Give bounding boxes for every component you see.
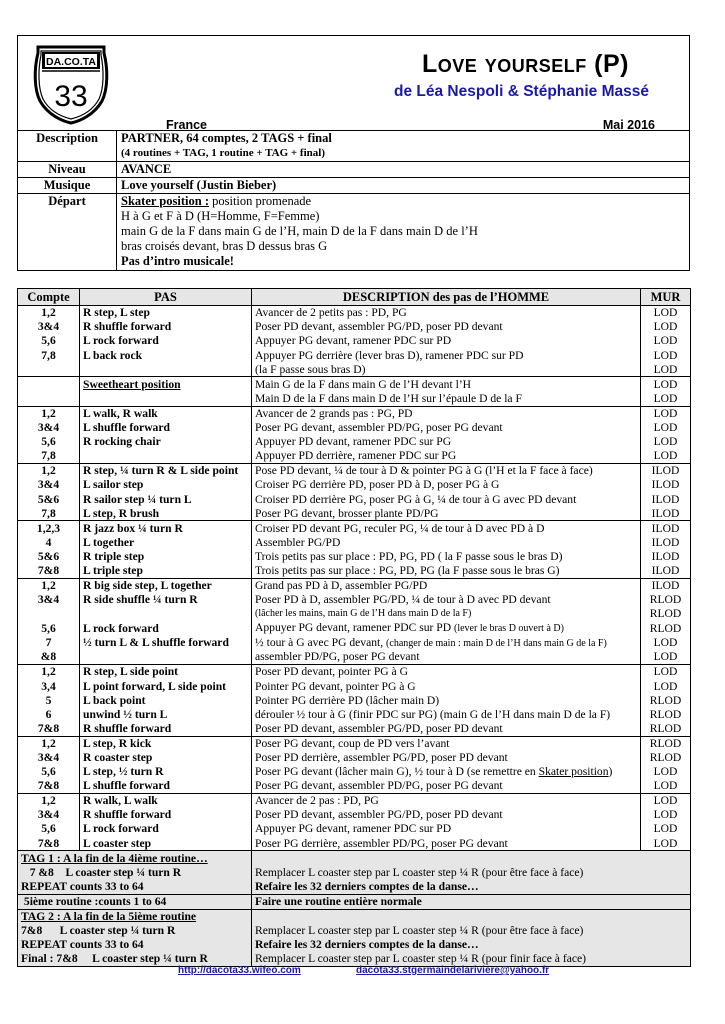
depart-term: Skater position : [121, 194, 209, 208]
step-name: R shuffle forward [80, 320, 252, 334]
step-count: 3&4 [18, 593, 80, 607]
step-description-note: (changer de main : main D de l’H dans main G de la F) [386, 637, 607, 649]
step-wall: LOD [641, 306, 691, 321]
step-name: L triple step [80, 564, 252, 579]
step-name [80, 392, 252, 407]
step-description-text: Poser PG devant, coup de PD vers l’avant [255, 736, 450, 750]
step-description-note: (lever le bras D ouvert à D) [454, 623, 564, 635]
step-description-text: Appuyer PG devant, ramener PDC sur PD [255, 334, 452, 348]
country: France [166, 118, 207, 132]
depart-note: Pas d’intro musicale! [121, 254, 234, 268]
step-row [18, 578, 691, 593]
step-wall: LOD [641, 808, 691, 822]
step-wall: ILOD [641, 564, 691, 579]
step-row [18, 478, 691, 492]
step-name: ½ turn L & L shuffle forward [80, 636, 252, 651]
step-description-text: Poser PD devant, assembler PG/PD, poser PD devant [255, 808, 503, 822]
step-description [252, 679, 641, 693]
step-count: 1,2,3 [18, 521, 80, 536]
tag-row [18, 880, 691, 895]
step-count: 7&8 [18, 722, 80, 737]
step-description-text: Grand pas PD à D, assembler PG/PD [255, 579, 428, 593]
step-count: 1,2 [18, 464, 80, 479]
step-count: 3&4 [18, 320, 80, 334]
step-count: 7,8 [18, 506, 80, 521]
step-description-text: Poser PG devant, assembler PD/PG, poser PG devant [255, 779, 503, 793]
step-wall: LOD [641, 650, 691, 665]
step-row [18, 736, 691, 751]
niveau-value: AVANCE [117, 162, 690, 178]
step-description [252, 348, 641, 362]
step-description-text: Poser PG derrière, assembler PD/PG, poser PG devant [255, 836, 508, 850]
step-wall: RLOD [641, 707, 691, 721]
step-wall: LOD [641, 377, 691, 392]
step-description [252, 334, 641, 348]
steps-table [17, 288, 691, 967]
step-name [80, 449, 252, 464]
step-name: R step, L side point [80, 665, 252, 680]
step-name: R triple step [80, 550, 252, 564]
step-description-term: Skater position [538, 765, 609, 779]
step-wall: RLOD [641, 593, 691, 607]
musique-value: Love yourself (Justin Bieber) [117, 178, 690, 194]
step-description [252, 822, 641, 836]
step-description-text: Main D de la F dans main D de l’H sur l’épaule D de la F [255, 391, 522, 405]
step-row [18, 808, 691, 822]
choreographers: de Léa Nespoli & Stéphanie Massé [394, 83, 649, 100]
step-description-text: Appuyer PD derrière, ramener PDC sur PG [255, 449, 457, 463]
step-name: L walk, R walk [80, 406, 252, 421]
step-description-text: Croiser PG derrière PD, poser PD à D, poser PG à G [255, 478, 500, 492]
step-wall: LOD [641, 449, 691, 464]
depart-line: H à G et F à D (H=Homme, F=Femme) [121, 209, 320, 223]
step-name: L coaster step [80, 836, 252, 851]
step-wall: LOD [641, 334, 691, 348]
step-description-text: Poser PD devant, pointer PG à G [255, 665, 408, 679]
step-description-text: Croiser PD devant PG, reculer PG, ¼ de tour à D avec PD à D [255, 521, 545, 535]
step-row [18, 377, 691, 392]
step-wall: LOD [641, 779, 691, 794]
step-description-text: Croiser PD derrière PG, poser PG à G, ¼ de tour à G avec PD devant [255, 492, 577, 506]
step-description [252, 492, 641, 506]
tag-right: Refaire les 32 derniers comptes de la danse… [252, 938, 691, 952]
step-description [252, 377, 641, 392]
tag-row [18, 865, 691, 879]
step-count: 4 [18, 536, 80, 550]
description-sub: (4 routines + TAG, 1 routine + TAG + final) [121, 147, 325, 159]
step-description [252, 751, 641, 765]
step-row [18, 506, 691, 521]
step-row [18, 334, 691, 348]
step-count: 5&6 [18, 550, 80, 564]
step-description-text: Poser PG devant, brosser plante PD/PG [255, 506, 439, 520]
step-name: L rock forward [80, 822, 252, 836]
step-wall: LOD [641, 679, 691, 693]
step-wall: LOD [641, 435, 691, 449]
step-name [80, 362, 252, 377]
step-row [18, 449, 691, 464]
step-name: L rock forward [80, 334, 252, 348]
step-wall: RLOD [641, 621, 691, 636]
header-box [17, 35, 690, 271]
tag-right [252, 851, 691, 866]
step-row [18, 650, 691, 665]
step-row [18, 464, 691, 479]
step-row [18, 406, 691, 421]
step-description [252, 578, 641, 593]
tag-right: Remplacer L coaster step par L coaster step ¼ R (pour être face à face) [252, 865, 691, 879]
step-name: R jazz box ¼ turn R [80, 521, 252, 536]
step-description-text: assembler PD/PG, poser PG devant [255, 650, 420, 664]
step-count [18, 377, 80, 392]
step-name: R coaster step [80, 751, 252, 765]
tag-left: 7&8 L coaster step ¼ turn R [18, 924, 252, 938]
step-count: &8 [18, 650, 80, 665]
tag-right [252, 909, 691, 924]
website-link[interactable]: http://dacota33.wifeo.com [178, 965, 301, 976]
description-main: PARTNER, 64 comptes, 2 TAGS + final [121, 131, 332, 145]
step-name: R shuffle forward [80, 808, 252, 822]
step-count: 7,8 [18, 348, 80, 362]
email-link[interactable]: dacota33.stgermaindelariviere@yahoo.fr [356, 965, 550, 976]
step-count: 7&8 [18, 564, 80, 579]
step-description [252, 478, 641, 492]
step-name: L sailor step [80, 478, 252, 492]
step-description-text: Main G de la F dans main G de l’H devant l’H [255, 377, 472, 391]
tag-left: 5ième routine :counts 1 to 64 [18, 894, 252, 909]
step-description [252, 707, 641, 721]
step-count: 7&8 [18, 779, 80, 794]
step-row [18, 707, 691, 721]
step-description [252, 621, 641, 636]
step-count: 3&4 [18, 751, 80, 765]
step-name: R big side step, L together [80, 578, 252, 593]
step-name: L shuffle forward [80, 779, 252, 794]
tag-left: Final : 7&8 L coaster step ¼ turn R [18, 952, 252, 967]
step-description [252, 550, 641, 564]
steps-header-row [18, 289, 691, 306]
step-description-text: Avancer de 2 pas : PD, PG [255, 794, 379, 808]
step-description-text: Poser PG devant, assembler PD/PG, poser PG devant [255, 421, 503, 435]
step-name [80, 650, 252, 665]
step-row [18, 607, 691, 621]
step-row [18, 320, 691, 334]
step-description-text: Trois petits pas sur place : PD, PG, PD ( la F passe sous le bras D) [255, 549, 563, 563]
step-name: L together [80, 536, 252, 550]
step-row [18, 421, 691, 435]
header-mur: MUR [641, 289, 691, 306]
step-count: 1,2 [18, 736, 80, 751]
step-row [18, 679, 691, 693]
step-description-text: (la F passe sous bras D) [255, 362, 366, 376]
step-name: R step, L step [80, 306, 252, 321]
step-description-text: Poser PD à D, assembler PG/PD, ¼ de tour à D avec PD devant [255, 593, 551, 607]
step-count: 7 [18, 636, 80, 651]
step-count: 3&4 [18, 421, 80, 435]
header-description: DESCRIPTION des pas de l’HOMME [252, 289, 641, 306]
step-count: 5,6 [18, 334, 80, 348]
step-wall: LOD [641, 822, 691, 836]
header-compte: Compte [18, 289, 80, 306]
step-name: L step, R kick [80, 736, 252, 751]
step-description [252, 836, 641, 851]
step-description [252, 722, 641, 737]
step-description-text: Poser PD devant, assembler PG/PD, poser PD devant [255, 320, 503, 334]
musique-label: Musique [18, 178, 117, 194]
step-description-text: Poser PG devant (lâcher main G), ½ tour à D (se remettre en [255, 765, 539, 779]
step-name: L back rock [80, 348, 252, 362]
description-label: Description [18, 131, 117, 162]
tag-right: Remplacer L coaster step par L coaster step ¼ R (pour finir face à face) [252, 952, 691, 967]
step-wall: RLOD [641, 693, 691, 707]
tag-row [18, 851, 691, 866]
step-wall: LOD [641, 392, 691, 407]
step-description-text: Trois petits pas sur place : PG, PD, PG (la F passe sous le bras G) [255, 563, 560, 577]
step-wall: ILOD [641, 464, 691, 479]
step-description-text: Pointer PG derrière PD (lâcher main D) [255, 693, 440, 707]
step-description-text: Appuyer PG derrière (lever bras D), ramener PDC sur PD [255, 348, 524, 362]
logo-top-text: DA.CO.TA [46, 56, 96, 68]
tag-row [18, 938, 691, 952]
step-count: 1,2 [18, 578, 80, 593]
step-wall: RLOD [641, 722, 691, 737]
step-count: 1,2 [18, 665, 80, 680]
tag-row [18, 924, 691, 938]
step-name: R shuffle forward [80, 722, 252, 737]
steps-body [18, 306, 691, 967]
step-name: L back point [80, 693, 252, 707]
tag-left: TAG 1 : A la fin de la 4ième routine… [18, 851, 252, 866]
date: Mai 2016 [602, 118, 655, 132]
step-wall: ILOD [641, 536, 691, 550]
step-count: 3,4 [18, 679, 80, 693]
info-table [18, 130, 689, 270]
step-name: L shuffle forward [80, 421, 252, 435]
step-name: R sailor step ¼ turn L [80, 492, 252, 506]
step-description [252, 464, 641, 479]
step-wall: RLOD [641, 607, 691, 621]
step-row [18, 521, 691, 536]
header-pas: PAS [80, 289, 252, 306]
step-name: L point forward, L side point [80, 679, 252, 693]
tag-right: Refaire les 32 derniers comptes de la danse… [252, 880, 691, 895]
step-description-text: Poser PD devant, assembler PG/PD, poser PD devant [255, 721, 503, 735]
tag-left: 7 &8 L coaster step ¼ turn R [18, 865, 252, 879]
step-row [18, 593, 691, 607]
step-name [80, 607, 252, 621]
step-row [18, 822, 691, 836]
step-count [18, 392, 80, 407]
step-wall: ILOD [641, 578, 691, 593]
step-description-text: Pose PD devant, ¼ de tour à D & pointer PG à G (l’H et la F face à face) [255, 464, 593, 478]
step-description-text: Assembler PG/PD [255, 535, 341, 549]
step-description-text: Appuyer PG devant, ramener PDC sur PD [255, 621, 454, 635]
step-description-text: ½ tour à G avec PG devant, [255, 635, 387, 649]
step-description [252, 521, 641, 536]
dance-title: Love yourself (P) [421, 50, 629, 78]
step-description [252, 536, 641, 550]
step-description-text: dérouler ½ tour à G (finir PDC sur PG) (main G de l’H dans main D de la F) [255, 707, 611, 721]
tag-left: REPEAT counts 33 to 64 [18, 880, 252, 895]
step-description [252, 665, 641, 680]
step-name: R walk, L walk [80, 794, 252, 809]
step-name: R step, ¼ turn R & L side point [80, 464, 252, 479]
step-count: 3&4 [18, 478, 80, 492]
step-wall: ILOD [641, 521, 691, 536]
step-wall: RLOD [641, 736, 691, 751]
step-count [18, 607, 80, 621]
step-description-text: Avancer de 2 petits pas : PD, PG [255, 306, 407, 320]
step-description [252, 607, 641, 621]
step-wall: LOD [641, 794, 691, 809]
logo-number: 33 [54, 80, 88, 113]
step-row [18, 693, 691, 707]
step-wall: LOD [641, 665, 691, 680]
step-description [252, 306, 641, 321]
step-wall: ILOD [641, 550, 691, 564]
step-row [18, 392, 691, 407]
step-row [18, 550, 691, 564]
step-row [18, 348, 691, 362]
step-row [18, 435, 691, 449]
step-row [18, 794, 691, 809]
step-description [252, 593, 641, 607]
tag-right: Faire une routine entière normale [252, 894, 691, 909]
step-name: R side shuffle ¼ turn R [80, 593, 252, 607]
depart-line: bras croisés devant, bras D dessus bras G [121, 239, 328, 253]
tag-left: REPEAT counts 33 to 64 [18, 938, 252, 952]
step-row [18, 306, 691, 321]
step-row [18, 722, 691, 737]
step-description-text: (lâcher les mains, main G de l’H dans main D de la F) [255, 608, 472, 620]
step-description [252, 435, 641, 449]
step-count [18, 362, 80, 377]
step-wall: RLOD [641, 751, 691, 765]
depart-position [121, 194, 689, 209]
step-count: 5,6 [18, 621, 80, 636]
step-count: 6 [18, 707, 80, 721]
step-count: 1,2 [18, 306, 80, 321]
step-description-text: Avancer de 2 grands pas : PG, PD [255, 406, 413, 420]
step-description [252, 808, 641, 822]
step-row [18, 765, 691, 779]
step-wall: ILOD [641, 492, 691, 506]
step-count: 5,6 [18, 765, 80, 779]
step-wall: ILOD [641, 506, 691, 521]
depart-line: main G de la F dans main G de l’H, main D de la F dans main D de l’H [121, 224, 478, 238]
tag-row [18, 909, 691, 924]
step-row [18, 536, 691, 550]
step-count: 1,2 [18, 794, 80, 809]
step-wall: LOD [641, 406, 691, 421]
step-wall: LOD [641, 636, 691, 651]
step-count: 5 [18, 693, 80, 707]
step-description-text: Poser PD derrière, assembler PG/PD, poser PD devant [255, 751, 508, 765]
step-description-text: Appuyer PG devant, ramener PDC sur PD [255, 822, 452, 836]
step-wall: LOD [641, 348, 691, 362]
step-description [252, 506, 641, 521]
step-description [252, 392, 641, 407]
niveau-label: Niveau [18, 162, 117, 178]
step-wall: LOD [641, 765, 691, 779]
step-row [18, 636, 691, 651]
step-description [252, 779, 641, 794]
tag-row [18, 952, 691, 967]
step-row [18, 362, 691, 377]
step-description-text: Pointer PG devant, pointer PG à G [255, 679, 416, 693]
step-description [252, 765, 641, 779]
step-count: 1,2 [18, 406, 80, 421]
tag-right: Remplacer L coaster step par L coaster step ¼ R (pour être face à face) [252, 924, 691, 938]
step-row [18, 621, 691, 636]
step-description [252, 406, 641, 421]
step-wall: LOD [641, 362, 691, 377]
depart-term-rest: position promenade [208, 194, 312, 208]
step-description [252, 693, 641, 707]
step-description [252, 362, 641, 377]
step-description [252, 736, 641, 751]
step-wall: LOD [641, 836, 691, 851]
step-count: 5&6 [18, 492, 80, 506]
step-description-end: ) [608, 765, 613, 779]
step-count: 5,6 [18, 435, 80, 449]
step-wall: LOD [641, 421, 691, 435]
step-wall: LOD [641, 320, 691, 334]
step-count: 7,8 [18, 449, 80, 464]
depart-value [117, 194, 690, 271]
step-description [252, 636, 641, 651]
step-name: R rocking chair [80, 435, 252, 449]
step-row [18, 564, 691, 579]
step-name: L rock forward [80, 621, 252, 636]
tag-left: TAG 2 : A la fin de la 5ième routine [18, 909, 252, 924]
step-count: 5,6 [18, 822, 80, 836]
depart-label: Départ [18, 194, 117, 271]
step-name: unwind ½ turn L [80, 707, 252, 721]
step-description [252, 564, 641, 579]
step-name: L step, R brush [80, 506, 252, 521]
step-description [252, 794, 641, 809]
step-wall: ILOD [641, 478, 691, 492]
step-count: 3&4 [18, 808, 80, 822]
step-row [18, 751, 691, 765]
step-row [18, 836, 691, 851]
step-row [18, 492, 691, 506]
step-row [18, 665, 691, 680]
step-row [18, 779, 691, 794]
step-description-text: Appuyer PD devant, ramener PDC sur PG [255, 435, 452, 449]
step-name: Sweetheart position [80, 377, 252, 392]
step-name: L step, ½ turn R [80, 765, 252, 779]
description-value [117, 131, 690, 162]
tag-row [18, 894, 691, 909]
step-description [252, 320, 641, 334]
step-description [252, 421, 641, 435]
step-description [252, 650, 641, 665]
step-description [252, 449, 641, 464]
step-count: 7&8 [18, 836, 80, 851]
